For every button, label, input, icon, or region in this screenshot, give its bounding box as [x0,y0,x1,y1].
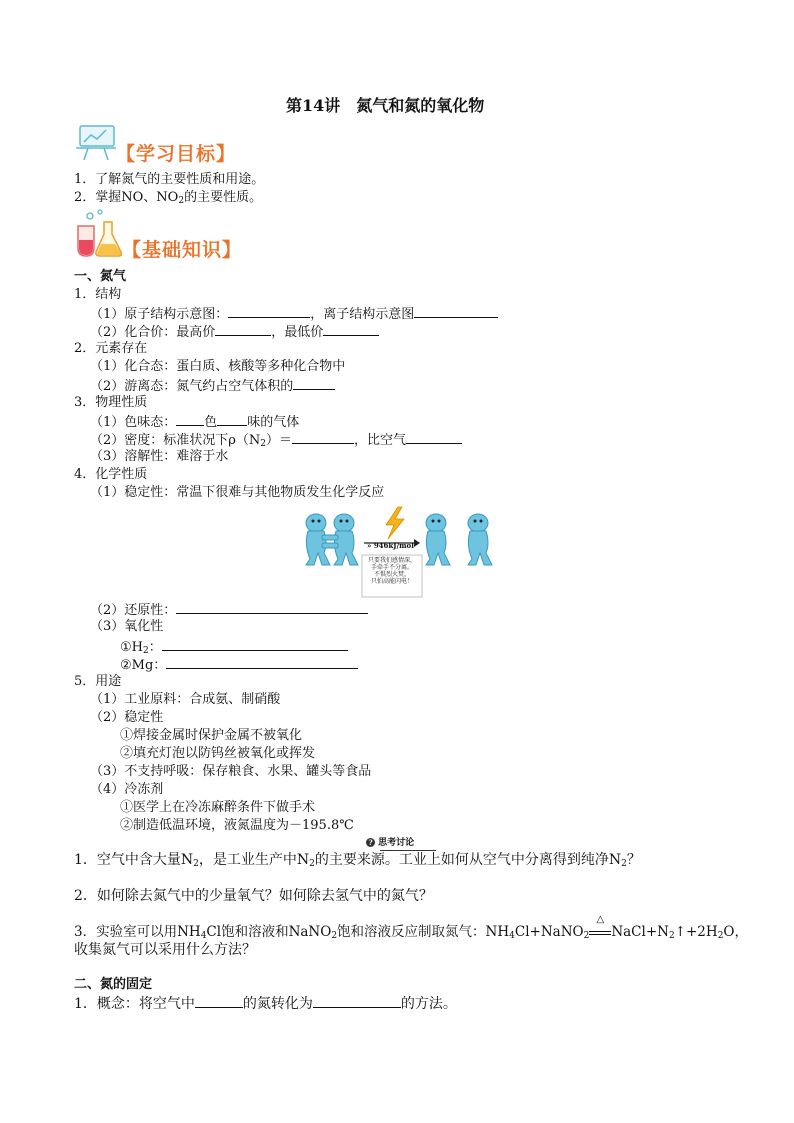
item-bulb: ②填充灯泡以防钨丝被氧化或挥发 [120,746,316,761]
item-reaction-mg: ②Mg： [120,655,358,674]
item-refrigerant: （4）冷冻剂 [90,782,164,797]
presentation-board-icon [74,124,118,162]
section-heading-fixation: 二、氮的固定 [74,977,153,992]
question-bubble-icon: ? [366,838,375,847]
item-industrial: （1）工业原料：合成氨、制硝酸 [90,692,281,707]
item-reducibility: （2）还原性： [90,600,368,619]
discussion-question-3: 3．实验室可以用$NH_4Cl$饱和溶液和NaNO$_2$饱和溶液反应制取氮气：$NH_4Cl+NaNO_2$ △ $NaCl+N_2↑+2H_2O$， [74,914,748,941]
discussion-question-1: 1．空气中含大量$N_2$，是工业生产中$N_2$的主要来源。工业上如何从空气中分离得到纯净$N_2$？ [74,852,641,869]
item-color-smell: （1）色味态： 色 味的气体 [90,412,299,431]
item-structure: 1．结构 [74,287,122,302]
discussion-question-2: 2．如何除去氮气中的少量氧气？如何除去氢气中的氮气？ [74,888,433,904]
illustration-caption: 只要我们感情深， 手牵手不分离。 不惧烈火焚， 只怕高能闪电！ [367,557,416,585]
basics-heading: 【基础知识】 [122,239,243,261]
item-welding: ①焊接金属时保护金属不被氧化 [120,728,303,743]
item-chemical-properties: 4．化学性质 [74,467,148,482]
item-medical: ①医学上在冷冻麻醉条件下做手术 [120,800,316,815]
item-density: （2）密度：标准状况下$\rho(N_2)=$ ，比空气 [90,430,462,449]
item-preservation: （3）不支持呼吸：保存粮食、水果、罐头等食品 [90,764,372,779]
item-valence: （2）化合价：最高价 ，最低价 [90,322,379,341]
item-low-temp: ②制造低温环境，液氮温度为－195.8℃ [120,818,354,833]
flask-icon [70,208,126,258]
item-oxidizability: （3）氧化性 [90,619,164,634]
item-reaction-h2: $①H_2$： [120,637,348,656]
item-physical-properties: 3．物理性质 [74,395,148,410]
discussion-question-3-line2: 收集氮气可以采用什么方法？ [74,942,256,958]
item-occurrence: 2．元素存在 [74,341,148,356]
item-fixation-concept: 1．概念：将空气中 的氮转化为 的方法。 [74,996,457,1012]
bond-energy-label: » 946kJ/mol [367,541,414,550]
goal-item-2: 2．掌握NO、$NO_2$的主要性质。 [74,190,263,206]
item-atomic-structure: （1）原子结构示意图： ，离子结构示意图 [90,304,498,323]
item-free-state: （2）游离态：氮气约占空气体积的 [90,376,335,395]
item-combined-state: （1）化合态：蛋白质、核酸等多种化合物中 [90,359,346,374]
page-title: 第14讲 氮气和氮的氧化物 [286,96,485,115]
item-uses: 5．用途 [74,674,122,689]
goal-item-1: 1．了解氮气的主要性质和用途。 [74,172,265,187]
learning-goals-heading: 【学习目标】 [116,143,237,165]
item-stability: （1）稳定性：常温下很难与其他物质发生化学反应 [90,485,385,500]
item-solubility: （3）溶解性：难溶于水 [90,449,229,464]
section-heading-nitrogen: 一、氮气 [74,269,127,284]
item-stability-use: （2）稳定性 [90,710,164,725]
discussion-label: ? 思考讨论 [366,838,414,849]
discussion-underline [380,850,436,851]
